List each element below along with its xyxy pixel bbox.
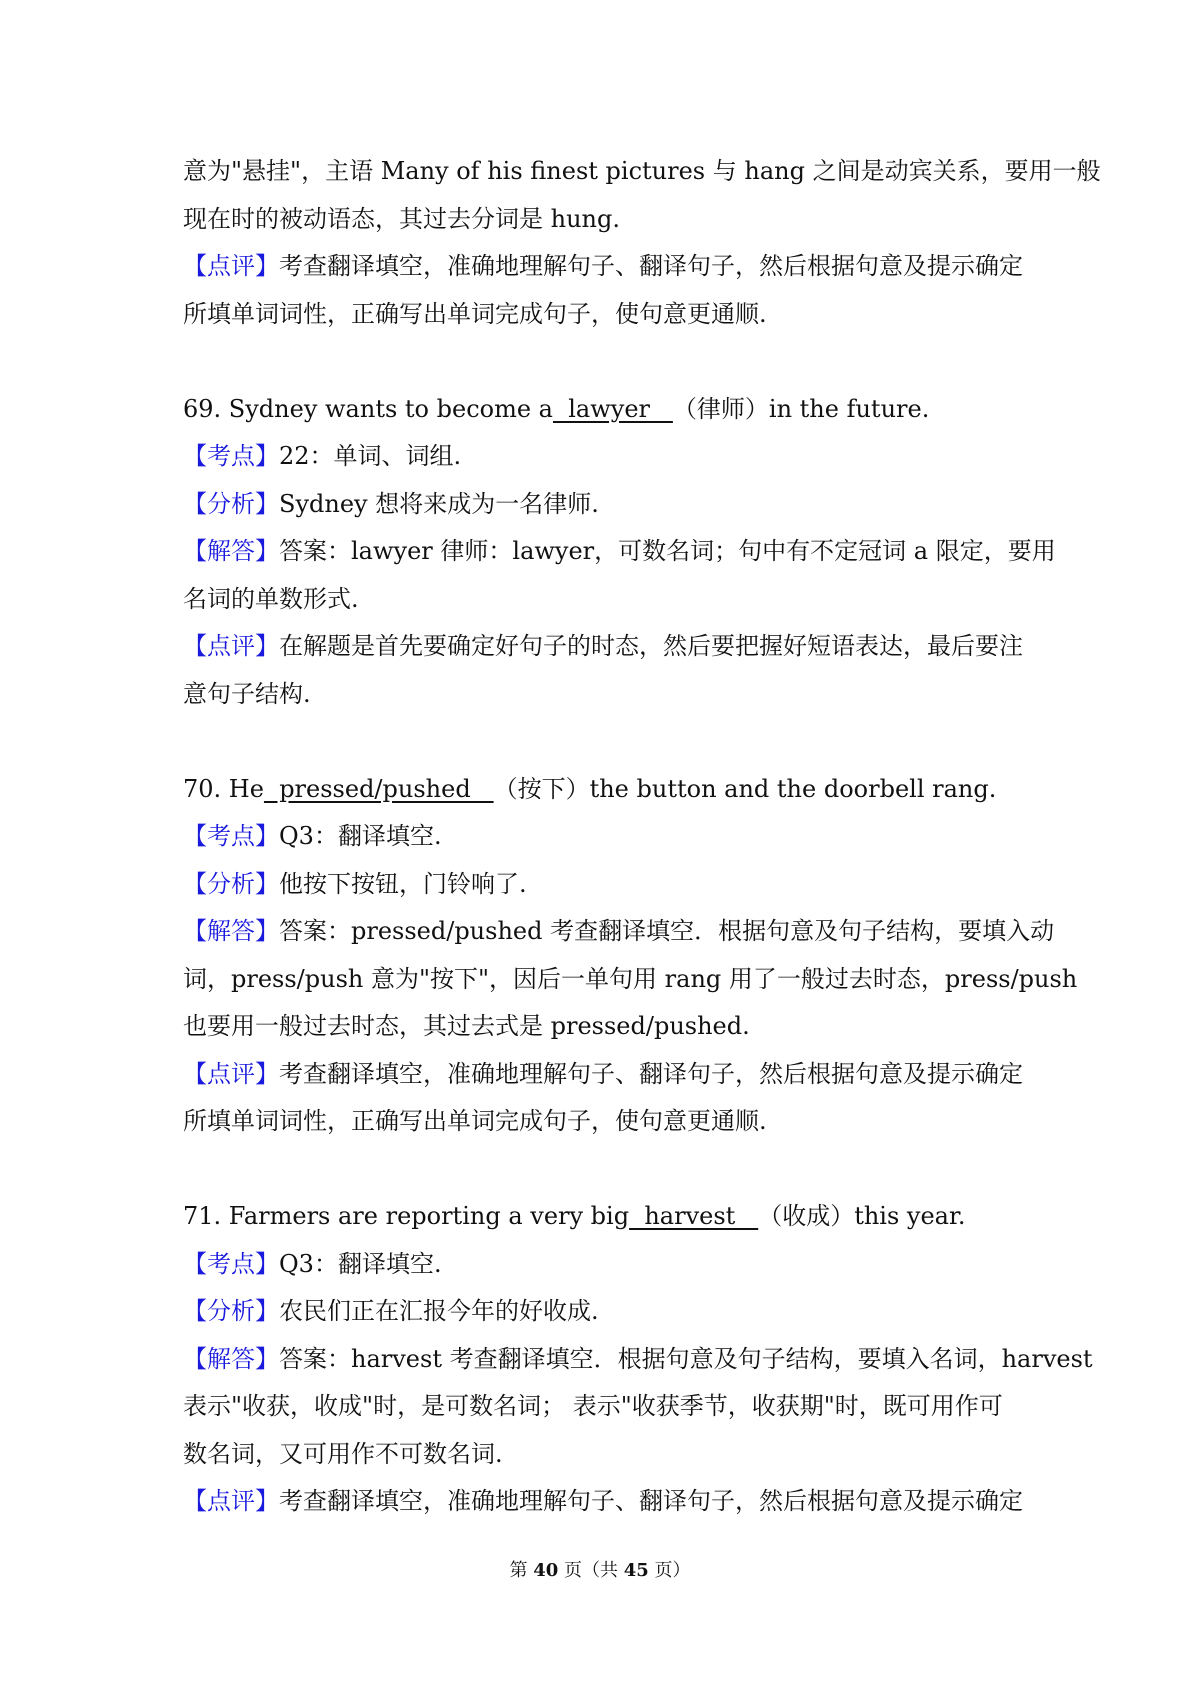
solution-line: 【解答】答案：pressed/pushed 考查翻译填空．根据句意及句子结构，要填入动 (183, 917, 1055, 945)
topic-tag: 【考点】 (183, 442, 279, 470)
total-page-number: 45 (623, 1560, 649, 1581)
text-line: 所填单词词性，正确写出单词完成句子，使句意更通顺. (183, 1107, 767, 1135)
comment-line: 【点评】考查翻译填空，准确地理解句子、翻译句子，然后根据句意及提示确定 (183, 1487, 1023, 1515)
text-line: 现在时的被动语态，其过去分词是 hung. (183, 204, 620, 233)
comment-tag: 【点评】 (183, 632, 279, 660)
comment-tag: 【点评】 (183, 252, 279, 280)
analysis-tag: 【分析】 (183, 489, 279, 518)
comment-tag: 【点评】 (183, 1487, 279, 1515)
solution-line: 【解答】答案：harvest 考查翻译填空．根据句意及句子结构，要填入名词，harvest (183, 1344, 1093, 1373)
solution-tag: 【解答】 (183, 1344, 279, 1373)
question-71: 71. Farmers are reporting a very big harvest （收成）this year. (183, 1202, 966, 1230)
topic-line: 【考点】Q3：翻译填空. (183, 1249, 442, 1278)
text-line: 也要用一般过去时态，其过去式是 pressed/pushed. (183, 1012, 750, 1040)
comment-tag: 【点评】 (183, 1059, 279, 1088)
answer-blank: lawyer (552, 394, 673, 423)
solution-tag: 【解答】 (183, 917, 279, 945)
topic-tag: 【考点】 (183, 822, 279, 850)
analysis-line: 【分析】Sydney 想将来成为一名律师. (183, 489, 599, 518)
topic-tag: 【考点】 (183, 1249, 279, 1278)
comment-line: 【点评】考查翻译填空，准确地理解句子、翻译句子，然后根据句意及提示确定 (183, 252, 1023, 280)
topic-line: 【考点】Q3：翻译填空. (183, 822, 442, 850)
current-page-number: 40 (533, 1560, 559, 1581)
analysis-line: 【分析】他按下按钮，门铃响了. (183, 869, 527, 898)
analysis-line: 【分析】农民们正在汇报今年的好收成. (183, 1297, 599, 1325)
text-line: 数名词，又可用作不可数名词. (183, 1439, 503, 1468)
text-line: 所填单词词性，正确写出单词完成句子，使句意更通顺. (183, 299, 767, 328)
text-line: 表示"收获，收成"时，是可数名词； 表示"收获季节，收获期"时，既可用作可 (183, 1392, 1003, 1420)
comment-line: 【点评】考查翻译填空，准确地理解句子、翻译句子，然后根据句意及提示确定 (183, 1059, 1023, 1088)
analysis-tag: 【分析】 (183, 869, 279, 898)
question-70: 70. He pressed/pushed （按下）the button and the doorbell rang. (183, 774, 997, 803)
text-line: 名词的单数形式. (183, 584, 359, 613)
solution-tag: 【解答】 (183, 537, 279, 565)
topic-line: 【考点】22：单词、词组. (183, 442, 462, 470)
solution-line: 【解答】答案：lawyer 律师：lawyer，可数名词；句中有不定冠词 a 限定，要用 (183, 537, 1056, 565)
spacer (183, 338, 1033, 386)
spacer (183, 718, 1033, 766)
text-line: 意为"悬挂"，主语 Many of his finest pictures 与 hang 之间是动宾关系，要用一般 (183, 157, 1101, 185)
analysis-tag: 【分析】 (183, 1297, 279, 1325)
spacer (183, 1146, 1033, 1194)
page-content (183, 148, 1101, 1526)
comment-line: 【点评】在解题是首先要确定好句子的时态，然后要把握好短语表达，最后要注 (183, 632, 1023, 660)
answer-blank: harvest (629, 1202, 759, 1230)
text-line: 意句子结构. (183, 679, 311, 708)
text-line: 词，press/push 意为"按下"，因后一单句用 rang 用了一般过去时态，press/push (183, 964, 1078, 993)
page-footer: 第 40 页（共 45 页） (509, 1560, 691, 1581)
question-69: 69. Sydney wants to become a lawyer （律师）in the future. (183, 394, 930, 423)
answer-blank: pressed/pushed (263, 774, 494, 803)
